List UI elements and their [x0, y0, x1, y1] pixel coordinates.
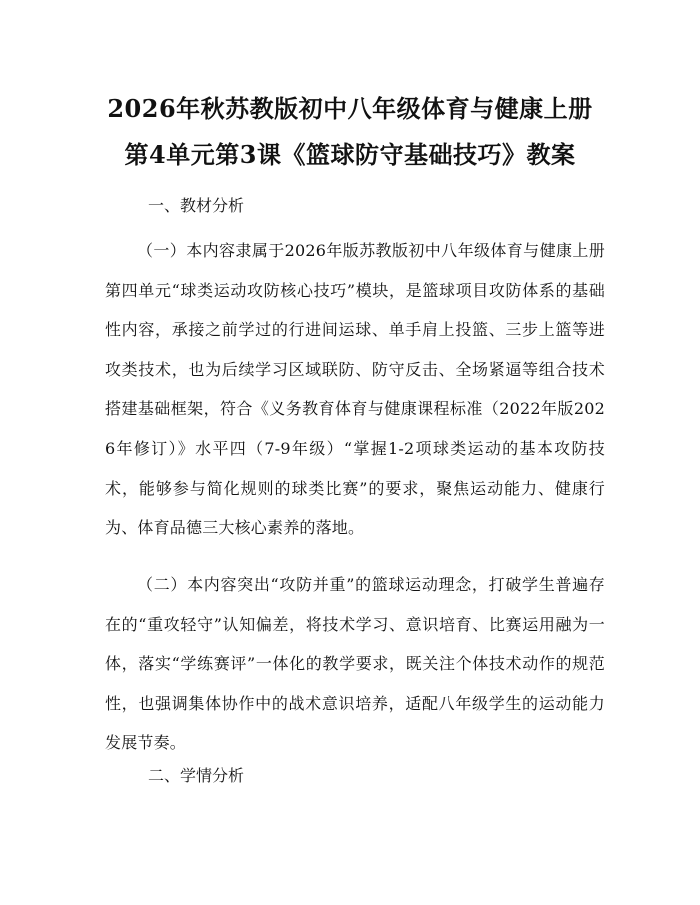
document-title	[70, 86, 630, 178]
title-line-1: 2026年秋苏教版初中八年级体育与健康上册	[107, 94, 593, 123]
paragraph-textbook-analysis-2: （二）本内容突出“攻防并重”的篮球运动理念，打破学生普遍存在的“重攻轻守”认知偏差，将技术学习、意识培育、比赛运用融为一体，落实“学练赛评”一体化的教学要求，既关注个体技术动作的规范性，也强调集体协作中的战术意识培养，适配八年级学生的运动能力发展节奏。	[105, 575, 605, 753]
section-heading-learner-analysis: 二、学情分析	[148, 766, 245, 785]
paragraph-textbook-analysis-1: （一）本内容隶属于2026年版苏教版初中八年级体育与健康上册第四单元“球类运动攻防核心技巧”模块，是篮球项目攻防体系的基础性内容，承接之前学过的行进间运球、单手肩上投篮、三步上篮等进攻类技术，也为后续学习区域联防、防守反击、全场紧逼等组合技术搭建基础框架，符合《义务教育体育与健康课程标准（2022年版2026年修订）》水平四（7-9年级）“掌握1-2项球类运动的基本攻防技术，能够参与简化规则的球类比赛”的要求，聚焦运动能力、健康行为、体育品德三大核心素养的落地。	[105, 241, 605, 538]
section-heading-textbook-analysis: 一、教材分析	[148, 196, 245, 215]
title-line-2: 第4单元第3课《篮球防守基础技巧》教案	[124, 140, 576, 169]
